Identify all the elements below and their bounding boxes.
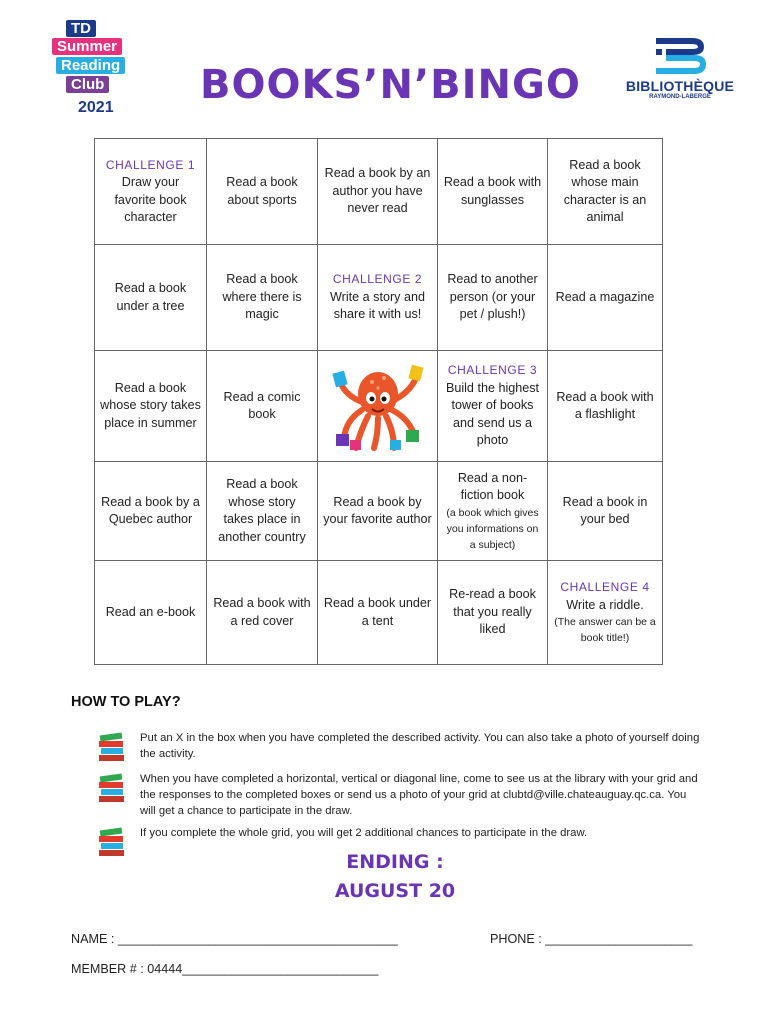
- bingo-cell[interactable]: [318, 561, 438, 665]
- bingo-cell[interactable]: [207, 245, 318, 351]
- cell-text: Draw your favorite book character: [114, 175, 187, 224]
- logo-td: TD: [66, 20, 96, 37]
- cell-text: Read an e-book: [105, 604, 196, 619]
- ending-value: AUGUST 20: [334, 880, 456, 902]
- logo-club: Club: [66, 76, 109, 93]
- cell-text: Read a book where there is magic: [222, 272, 302, 322]
- challenge-label: CHALLENGE 2: [332, 272, 423, 287]
- bingo-cell[interactable]: [548, 139, 663, 245]
- cell-text: Build the highest tower of books and send us a photo: [445, 380, 540, 448]
- cell-text: Write a riddle.: [566, 597, 644, 612]
- bingo-cell-challenge-4[interactable]: [548, 561, 663, 665]
- cell-text: Read a book by a Quebec author: [101, 494, 200, 526]
- bingo-cell[interactable]: [207, 139, 318, 245]
- bingo-cell[interactable]: [95, 462, 207, 561]
- name-field[interactable]: NAME : ________________________________________: [71, 932, 399, 946]
- bingo-cell[interactable]: [207, 462, 318, 561]
- library-logo: [625, 36, 735, 112]
- cell-text: Read a book whose story takes place in another country: [218, 477, 306, 544]
- cell-text: Read a book in your bed: [562, 494, 648, 526]
- cell-text: Read a book with a flashlight: [556, 389, 654, 421]
- how-to-play-step: [96, 730, 700, 762]
- bingo-cell[interactable]: [548, 351, 663, 462]
- cell-text: Read a book about sports: [226, 175, 298, 207]
- page-title: BOOKS’N’BINGO: [200, 62, 581, 108]
- cell-text: Read a book with a red cover: [213, 596, 311, 628]
- cell-text: Read a book whose main character is an animal: [563, 157, 647, 224]
- bingo-cell[interactable]: [438, 462, 548, 561]
- bingo-cell[interactable]: [438, 561, 548, 665]
- bingo-cell[interactable]: [95, 245, 207, 351]
- library-subtitle: RAYMOND-LABERGE: [649, 94, 711, 100]
- cell-text: Read a book by an author you have never read: [324, 166, 431, 216]
- library-name: BIBLIOTHÈQUE: [625, 78, 735, 94]
- bingo-cell[interactable]: [438, 245, 548, 351]
- bingo-cell[interactable]: [548, 245, 663, 351]
- phone-field[interactable]: PHONE : _____________________: [490, 932, 693, 946]
- books-stack-icon: [96, 825, 128, 857]
- cell-note: (The answer can be a book title!): [554, 616, 656, 644]
- bingo-cell-free-octopus: [318, 351, 438, 462]
- step-text: Put an X in the box when you have completed the described activity. You can also take a photo of yourself doing the activity.: [140, 732, 700, 760]
- bingo-cell[interactable]: [207, 561, 318, 665]
- ending-label: ENDING :: [346, 851, 444, 873]
- cell-text: Read a comic book: [223, 389, 301, 421]
- bingo-cell[interactable]: [548, 462, 663, 561]
- logo-year: 2021: [78, 99, 114, 116]
- bingo-cell[interactable]: [318, 139, 438, 245]
- step-text: If you complete the whole grid, you will get 2 additional chances to participate in the draw.: [140, 827, 588, 839]
- cell-text: Read a book under a tree: [114, 281, 187, 313]
- logo-summer: Summer: [52, 38, 122, 55]
- ending-date: [300, 848, 490, 906]
- logo-reading: Reading: [56, 57, 125, 74]
- bingo-cell-challenge-1[interactable]: [95, 139, 207, 245]
- books-stack-icon: [96, 771, 128, 803]
- member-number-field[interactable]: MEMBER # : 04444____________________________: [71, 962, 379, 976]
- bingo-cell-challenge-2[interactable]: [318, 245, 438, 351]
- challenge-label: CHALLENGE 4: [560, 580, 650, 594]
- bingo-grid: [94, 138, 663, 665]
- challenge-label: CHALLENGE 3: [447, 363, 538, 378]
- library-b-icon: [652, 36, 708, 76]
- cell-text: Read a magazine: [555, 289, 655, 304]
- td-summer-reading-club-logo: [48, 20, 148, 124]
- bingo-cell[interactable]: [318, 462, 438, 561]
- bingo-cell[interactable]: [95, 561, 207, 665]
- cell-text: Read a book under a tent: [323, 596, 432, 628]
- cell-text: Re-read a book that you really liked: [449, 587, 536, 637]
- cell-text: Read a book with sunglasses: [443, 175, 542, 207]
- octopus-reading-icon: [332, 360, 424, 452]
- books-stack-icon: [96, 730, 128, 762]
- bingo-cell[interactable]: [438, 139, 548, 245]
- how-to-play-step: [96, 771, 700, 819]
- cell-text: Read to another person (or your pet / plush!): [447, 272, 538, 322]
- step-text: When you have completed a horizontal, vertical or diagonal line, come to see us at the library with your grid and the responses to the completed boxes or send us a photo of your grid at clubtd@ville.chateauguay.qc.ca. You will get a chance to participate in the draw.: [140, 773, 698, 817]
- how-to-play-heading: HOW TO PLAY?: [71, 694, 181, 710]
- challenge-label: CHALLENGE 1: [105, 157, 196, 172]
- cell-text: Read a book by your favorite author: [323, 494, 432, 526]
- cell-note: (a book which gives you informations on a subject): [446, 506, 539, 551]
- cell-text: Read a non-fiction book: [457, 470, 528, 502]
- cell-text: Write a story and share it with us!: [330, 289, 425, 322]
- cell-text: Read a book whose story takes place in summer: [100, 380, 201, 430]
- bingo-cell-challenge-3[interactable]: [438, 351, 548, 462]
- bingo-cell[interactable]: [95, 351, 207, 462]
- bingo-cell[interactable]: [207, 351, 318, 462]
